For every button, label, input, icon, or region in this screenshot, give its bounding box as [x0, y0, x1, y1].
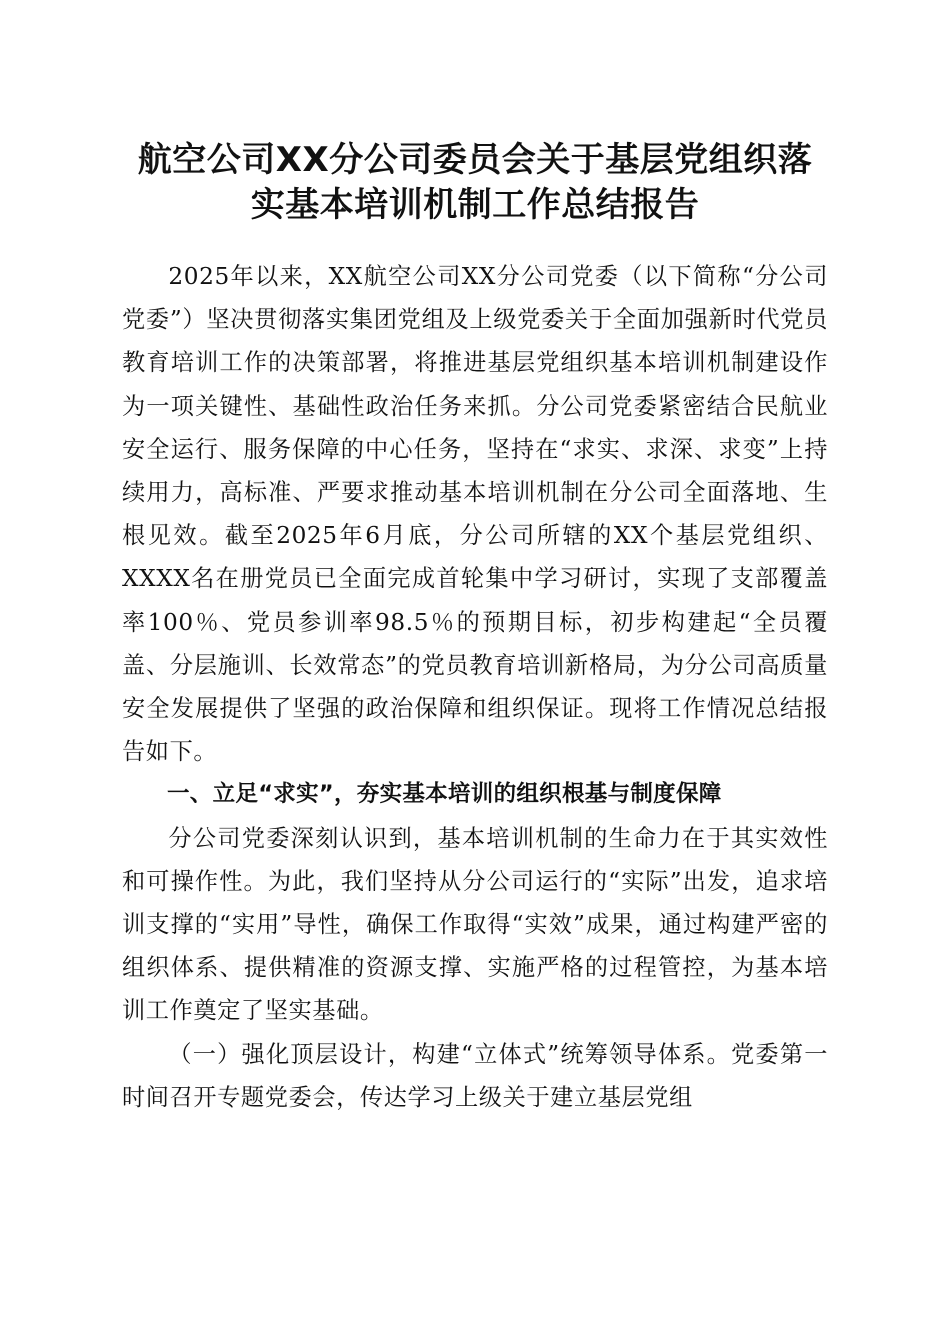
title-line-1: 航空公司XX分公司委员会关于基层党组织落 [137, 140, 813, 180]
title-line-2: 实基本培训机制工作总结报告 [250, 185, 700, 225]
section-1-heading: 一、立足“求实”，夯实基本培训的组织根基与制度保障 [167, 781, 722, 808]
section-1-paragraph: 分公司党委深刻认识到，基本培训机制的生命力在于其实效性和可操作性。为此，我们坚持从分公司运行的“实际”出发，追求培训支撑的“实用”导性，确保工作取得“实效”成果，通过构建严密的组织体系、提供精准的资源支撑、实施严格的过程管控，为基本培训工作奠定了坚实基础。 [122, 824, 828, 1025]
document-body [122, 255, 828, 1119]
subsection-1-paragraph: （一）强化顶层设计，构建“立体式”统筹领导体系。党委第一时间召开专题党委会，传达学习上级关于建立基层党组 [122, 1040, 828, 1111]
intro-paragraph: 2025年以来，XX航空公司XX分公司党委（以下简称“分公司党委”）坚决贯彻落实集团党组及上级党委关于全面加强新时代党员教育培训工作的决策部署，将推进基层党组织基本培训机制建设作为一项关键性、基础性政治任务来抓。分公司党委紧密结合民航业安全运行、服务保障的中心任务，坚持在“求实、求深、求变”上持续用力，高标准、严要求推动基本培训机制在分公司全面落地、生根见效。截至2025年6月底，分公司所辖的XX个基层党组织、XXXX名在册党员已全面完成首轮集中学习研讨，实现了支部覆盖率100％、党员参训率98.5％的预期目标，初步构建起“全员覆盖、分层施训、长效常态”的党员教育培训新格局，为分公司高质量安全发展提供了坚强的政治保障和组织保证。现将工作情况总结报告如下。 [122, 263, 828, 766]
document-title [110, 138, 840, 228]
